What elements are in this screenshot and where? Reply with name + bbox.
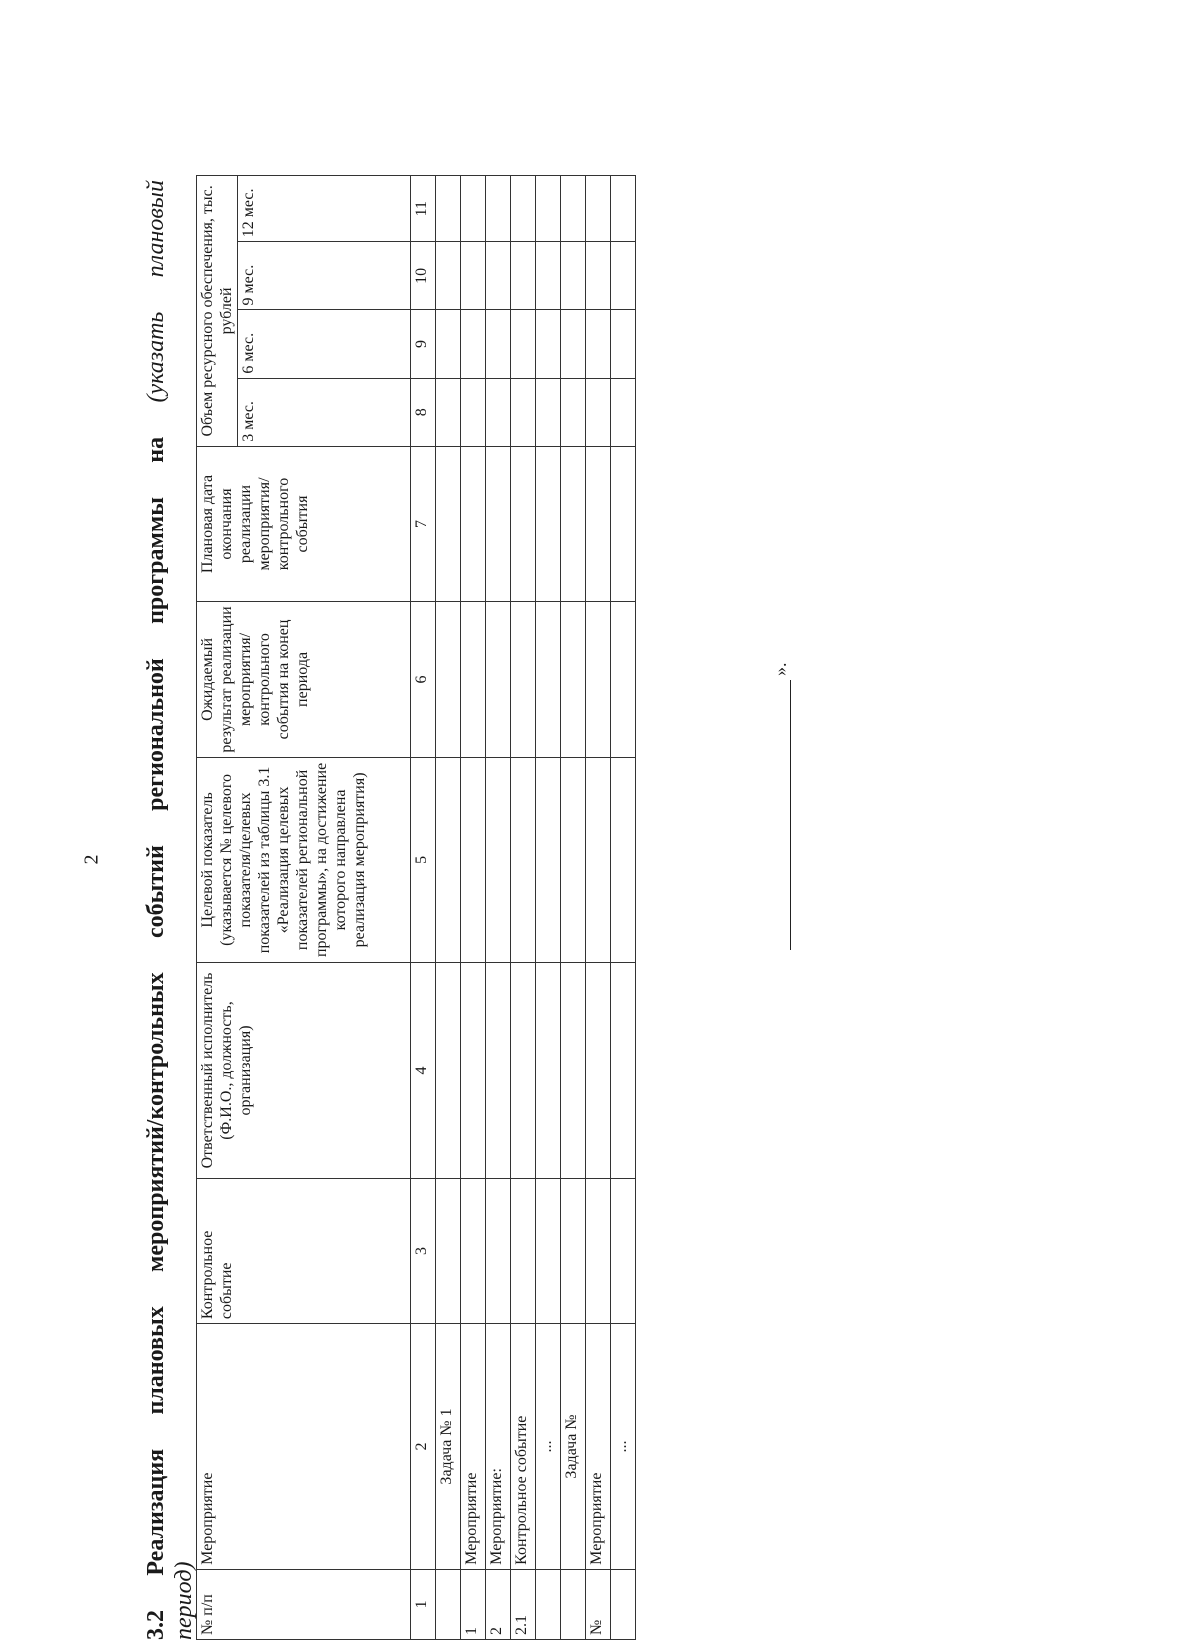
task-label: Задача № 1: [436, 1324, 461, 1570]
table-row: [611, 176, 636, 1640]
task-label: Задача №: [561, 1324, 586, 1570]
section-note-end: период): [171, 1561, 197, 1640]
header-12-months: 12 мес.: [238, 176, 411, 242]
header-planned-date: Плановая дата окончания реализации мероприятия/ контрольного события: [197, 446, 411, 601]
column-number: 8: [411, 378, 436, 446]
column-number: 7: [411, 446, 436, 601]
table-row: [511, 176, 536, 1640]
row-number: [436, 1569, 461, 1639]
section-number: 3.2: [143, 1610, 169, 1640]
signature-line: [790, 680, 791, 950]
event-label: Мероприятие:: [486, 1324, 511, 1570]
section-title: Реализация плановых мероприятий/контрольных событий региональной программы на: [143, 436, 169, 1576]
rotated-content: [140, 80, 1140, 1640]
header-expected-result: Ожидаемый результат реализации мероприятия/ контрольного события на конец периода: [197, 602, 411, 757]
closing-quote: ».: [770, 662, 790, 676]
header-control-event: Контрольное событие: [197, 1178, 411, 1323]
row-number: [611, 1569, 636, 1639]
closing-mark: [770, 663, 791, 951]
column-number: 9: [411, 310, 436, 378]
column-number: 11: [411, 176, 436, 242]
row-number: №: [586, 1569, 611, 1639]
header-number: № п/п: [197, 1569, 411, 1639]
column-number-row: [411, 176, 436, 1640]
header-target-indicator: Целевой показатель (указывается № целевого показателя/целевых показателей из таблицы 3.1 «Реализация целевых показателей региональной программы», на достижение которого направлена реализация мероприятия): [197, 757, 411, 963]
page-number: 2: [80, 854, 103, 865]
column-number: 2: [411, 1324, 436, 1570]
event-label: Мероприятие: [586, 1324, 611, 1570]
ellipsis-label: ...: [611, 1324, 636, 1570]
column-number: 6: [411, 602, 436, 757]
row-number: 1: [461, 1569, 486, 1639]
column-number: 1: [411, 1569, 436, 1639]
column-number: 4: [411, 963, 436, 1179]
control-event-label: Контрольное событие: [511, 1324, 536, 1570]
table-row: [436, 176, 461, 1640]
table-row: [461, 176, 486, 1640]
header-resource-volume: Объем ресурсного обеспечения, тыс. рублей: [197, 176, 238, 447]
header-event: Мероприятие: [197, 1324, 411, 1570]
table-row: [486, 176, 511, 1640]
plan-table: [196, 175, 636, 1640]
table-row: [536, 176, 561, 1640]
section-note-start: (указать плановый: [143, 179, 169, 403]
section-heading: [140, 180, 172, 1640]
row-number: [561, 1569, 586, 1639]
header-6-months: 6 мес.: [238, 310, 411, 378]
header-responsible: Ответственный исполнитель (Ф.И.О., должность, организация): [197, 963, 411, 1179]
column-number: 10: [411, 242, 436, 310]
column-number: 3: [411, 1178, 436, 1323]
column-number: 5: [411, 757, 436, 963]
event-label: Мероприятие: [461, 1324, 486, 1570]
row-number: [536, 1569, 561, 1639]
row-number: 2: [486, 1569, 511, 1639]
table-row: [561, 176, 586, 1640]
table-row: [586, 176, 611, 1640]
row-number: 2.1: [511, 1569, 536, 1639]
header-3-months: 3 мес.: [238, 378, 411, 446]
ellipsis-label: ...: [536, 1324, 561, 1570]
header-9-months: 9 мес.: [238, 242, 411, 310]
